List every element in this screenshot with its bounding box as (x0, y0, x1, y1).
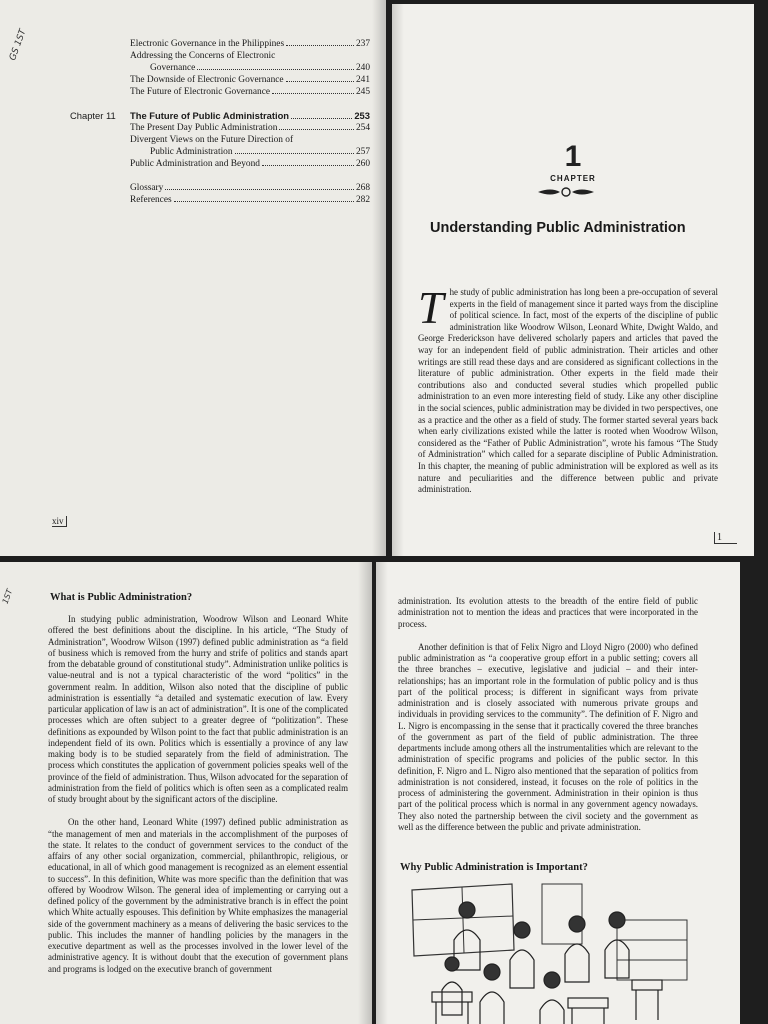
toc-entry: Public Administration and Beyond 260 (130, 159, 370, 169)
toc-entry: Electronic Governance in the Philippines 237 (130, 39, 370, 49)
body-page-right (376, 562, 740, 1024)
handwritten-margin-note: 1ST (0, 587, 15, 606)
section-heading: What is Public Administration? (50, 592, 193, 603)
chapter-number: 1 (564, 140, 582, 173)
paragraph: In studying public administration, Woodrow Wilson and Leonard White offered the best definitions about the discipline. In his article, “The Study of Administration”, Woodrow Wilson (1997) defined public administration as “a field of business which is removed from the hurry and strife of politics and stands apart from the debatable ground of constitutional study”. Administration unlike politics is value-neutral and is not a typical characteristic of the word “politics” in the government realm. In addition, Wilson also noted that the discipline of public administration is essentially “a detailed and systematic execution of law. Every particular application of law is an act of administration”. It is one of the complicated processes which are often subject to a greater degree of “politization”. These definitions as expounded by Wilson point to the fact that public administration is an independent field of its own. Politics which is essentially a province of any law making body is to be studied separately from the field of administration. The process which constitutes the application of government policies speaks well of the province of the field of administration. Thus, Wilson advocated for the separation of administration from the field of politics which is often seen as a complicated realm of study brought about by the significant actors of the discipline. (48, 614, 348, 804)
chapter-opening-page (392, 4, 754, 556)
toc-entry: Addressing the Concerns of Electronic (130, 51, 276, 61)
toc-entry: Glossary 268 (130, 183, 370, 193)
chapter-intro: The study of public administration has long been a pre-occupation of several experts in the field of management since it parted ways from the discipline of political science. In fact, most of the experts of the discipline of public administration like Woodrow Wilson, Leonard White, Dwight Waldo, and George Frederickson have delivered scholarly papers and articles that paved the way for an independent field of public administration. Their articles and other writings are still read these days and are considered as significant collections in the literature of public administration. Other experts in the field made their contributions also and conducted several studies which propelled public administration to an even more interesting field of study. Like any other discipline in the social sciences, public administration may be divided in two perspectives, one as a practice and the other as a field of study. The former started several years back when early civilizations existed while the latter is rooted when Woodrow Wilson, considered as the “Father of Public Administration”, wrote his famous “The Study of Administration” which called for a separate discipline of Public Administration. In this chapter, the meaning of public administration will be explored as well as its nature and peculiarities and the difference between public and private administration. (418, 282, 718, 495)
toc-page (0, 0, 386, 556)
body-text (48, 614, 348, 975)
classroom-illustration (392, 880, 692, 1024)
chapter-title: Understanding Public Administration (430, 220, 686, 236)
toc-entry: Public Administration 257 (150, 147, 370, 157)
page-number: 1 (714, 532, 737, 544)
toc-entry: The Downside of Electronic Governance 241 (130, 75, 370, 85)
toc-entry: The Present Day Public Administration 254 (130, 123, 370, 133)
body-page-left (0, 562, 372, 1024)
table-of-contents (70, 38, 370, 206)
chapter-ornament-icon (536, 186, 596, 198)
handwritten-margin-note: GS 1ST (7, 28, 29, 62)
section-heading: Why Public Administration is Important? (400, 862, 588, 873)
toc-entry: References 282 (130, 195, 370, 205)
toc-chapter-heading: Chapter 11 The Future of Public Administration 253 (70, 110, 370, 121)
paragraph: On the other hand, Leonard White (1997) defined public administration as “the management of men and materials in the accomplishment of the purposes of the state. It relates to the conduct of government services to the conduct of the affairs of any other social organization, commercial, philanthropic, religious, or educational, in all of which good management is recognized as an element essential to success”. In this definition, White was more specific than the definition that was offered by Woodrow Wilson. The general idea of implementing or carrying out a defined policy of the government by the administrative branch is in effect the point which White actually espouses. This definition by White emphasizes the managerial side of the government machinery as a means of delivering the basic services to the public. This includes the manner of handling policies by the managers in the executive department as well as the processes involved in the lower level of the administrative agency. It is without doubt that the execution of government plans and programs is lodged on the executive branch of government (48, 817, 348, 974)
page-number: xiv (52, 516, 67, 527)
chapter-label: CHAPTER (550, 174, 596, 183)
drop-cap: T (418, 282, 444, 333)
paragraph: Another definition is that of Felix Nigro and Lloyd Nigro (2000) who defined public administration as “a cooperative group effort in a public setting; covers all the three branches – executive, legislative and judicial – and their inter-relationships; has an important role in the formulation of public policy and is thus part of the political process; is different in significant ways from private administration and is closely associated with numerous private groups and individuals in providing services to the community”. The definition of F. Nigro and L. Nigro is encompassing in the sense that it practically covered the three branches of the government as part of the field of public administration. The three departments include among others all the instrumentalities which are relevant to the administration of specific programs and policies of the public sector. In this definition, F. Nigro and L. Nigro also mentioned that the separation of politics from administration is not considered, instead, it focuses on the role of politics in the process of administering the government. Administration in their opinion is thus part of the political process which is normal in any government agency nowadays. They also noted the partnership between the civil society and the government as well as the difference between the public and private administration. (398, 641, 698, 832)
toc-entry: Divergent Views on the Future Direction of (130, 135, 294, 145)
toc-entry: The Future of Electronic Governance 245 (130, 87, 370, 97)
toc-entry: Governance 240 (150, 63, 370, 73)
paragraph: administration. Its evolution attests to the breadth of the entire field of public administration not to mention the ideas and practices that were incorporated in the process. (398, 596, 698, 629)
body-text (398, 596, 698, 833)
